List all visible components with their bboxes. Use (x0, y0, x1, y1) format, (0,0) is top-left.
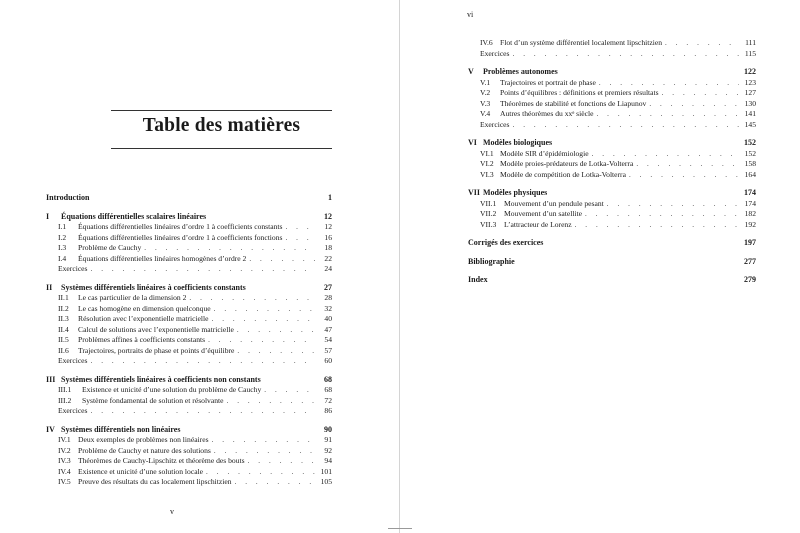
toc-entry[interactable] (468, 49, 756, 60)
toc-chapter-entry[interactable] (468, 238, 756, 249)
toc-dot-leader (144, 243, 315, 254)
toc-entry-number: IV.4 (58, 466, 71, 476)
toc-page-number: 192 (744, 219, 756, 229)
toc-entry-title: Preuve des résultats du cas localement lipschitzien (78, 477, 232, 486)
toc-dot-leader (212, 435, 315, 446)
page-folio-right: vi (467, 10, 474, 19)
toc-entry[interactable] (468, 120, 756, 131)
toc-dot-leader (596, 109, 739, 120)
toc-entry-title: Théorèmes de Cauchy-Lipschitz et théorème des bouts (78, 456, 245, 465)
toc-entry-number: V.4 (480, 109, 491, 118)
toc-page-number: 12 (324, 211, 332, 221)
toc-dot-leader (592, 149, 739, 160)
toc-entry-title: Modèle proies-prédateurs de Lotka-Volterra (500, 159, 634, 168)
toc-entry-number: VII.1 (480, 198, 497, 208)
toc-page-number: 197 (744, 238, 756, 247)
toc-entry-number: VI (468, 138, 477, 147)
toc-entry-number: II.4 (58, 324, 69, 334)
toc-spacer (46, 204, 332, 212)
toc-entry-title: Modèles biologiques (483, 138, 553, 147)
toc-entry-number: I (46, 211, 50, 221)
toc-entry[interactable] (46, 335, 332, 346)
toc-page-number: 68 (324, 385, 332, 394)
toc-entry-number: V.3 (480, 98, 491, 108)
toc-dot-leader (206, 467, 315, 478)
toc-dot-leader (665, 38, 739, 49)
toc-dot-leader (235, 477, 315, 488)
toc-entry-title: Existence et unicité d’une solution du problème de Cauchy (82, 385, 262, 394)
toc-entry[interactable] (46, 456, 332, 467)
toc-entry-number: VII (468, 188, 481, 197)
toc-entry-title: Mouvement d’un pendule pesant (504, 198, 604, 208)
left-page (0, 0, 399, 533)
toc-chapter-entry[interactable] (46, 375, 332, 386)
toc-chapter-entry[interactable] (46, 212, 332, 223)
toc-entry-number: IV.5 (58, 477, 71, 486)
toc-dot-leader (214, 304, 315, 315)
toc-spacer (46, 367, 332, 375)
toc-spacer (468, 267, 756, 275)
toc-entry-title: Points d’équilibres : définitions et premiers résultats (500, 88, 659, 97)
toc-entry-title: Le cas homogène en dimension quelconque (78, 303, 211, 313)
toc-entry[interactable] (468, 220, 756, 231)
toc-dot-leader (513, 49, 739, 60)
toc-entry[interactable] (468, 209, 756, 220)
toc-entry[interactable] (46, 314, 332, 325)
toc-entry-title: Équations différentielles linéaires d’ordre 1 à coefficients fonctions (78, 232, 283, 242)
toc-page-number: 60 (324, 356, 332, 365)
toc-entry-number: IV.3 (58, 456, 71, 465)
toc-spacer (468, 230, 756, 238)
toc-page-number: 32 (324, 303, 332, 313)
toc-entry-number: I.1 (58, 222, 67, 231)
toc-page-number: 90 (324, 424, 332, 434)
toc-entry[interactable] (468, 109, 756, 120)
toc-entry-number: V (468, 67, 474, 76)
toc-dot-leader (585, 209, 739, 220)
toc-entry[interactable] (46, 325, 332, 336)
toc-page-number: 28 (324, 293, 332, 302)
toc-entry-number: II.5 (58, 335, 69, 344)
toc-spacer (468, 130, 756, 138)
toc-chapter-entry[interactable] (468, 257, 756, 268)
toc-entry-title: Systèmes différentiels linéaires à coefficients non constants (61, 374, 261, 384)
toc-entry[interactable] (468, 199, 756, 210)
toc-page-number: 277 (744, 256, 756, 266)
toc-entry[interactable] (46, 477, 332, 488)
toc-entry-number: VII.3 (480, 219, 497, 229)
toc-page-number: 68 (324, 374, 332, 384)
toc-page-number: 111 (745, 38, 756, 47)
toc-list-left (46, 193, 332, 488)
toc-entry-title: Autres théorèmes du xxᵉ siècle (500, 109, 594, 118)
toc-entry-number: I.4 (58, 253, 67, 263)
page-title: Table des matières (142, 115, 301, 136)
toc-entry[interactable] (46, 243, 332, 254)
toc-entry-title: Exercices (58, 356, 88, 365)
toc-entry-number: II (46, 282, 53, 292)
toc-dot-leader (662, 88, 739, 99)
toc-page-number: 22 (324, 253, 332, 263)
toc-page-number: 54 (324, 335, 332, 344)
toc-entry[interactable] (46, 406, 332, 417)
toc-entry-title: Systèmes différentiels linéaires à coefficients constants (61, 282, 246, 292)
toc-entry-title: Calcul de solutions avec l’exponentielle matricielle (78, 324, 234, 334)
toc-dot-leader (629, 170, 739, 181)
toc-entry-title: Problème de Cauchy et nature des solutions (78, 445, 211, 455)
toc-entry[interactable] (46, 222, 332, 233)
toc-page-number: 174 (744, 198, 756, 208)
toc-entry-title: Problèmes affines à coefficients constants (78, 335, 206, 344)
toc-entry[interactable] (46, 254, 332, 265)
toc-page-number: 174 (744, 188, 756, 197)
toc-page-number: 115 (744, 48, 756, 58)
toc-page-number: 279 (744, 275, 756, 284)
toc-entry-number: VI.2 (480, 159, 494, 168)
toc-page-number: 86 (324, 406, 332, 415)
toc-page-number: 27 (324, 282, 332, 292)
toc-dot-leader (214, 446, 315, 457)
toc-entry-title: Équations différentielles scalaires linéaires (61, 211, 207, 221)
toc-entry[interactable] (46, 304, 332, 315)
toc-dot-leader (249, 254, 315, 265)
toc-entry-number: I.3 (58, 243, 67, 252)
toc-entry-title: Équations différentielles linéaires d’ordre 1 à coefficients constants (78, 222, 283, 231)
toc-chapter-entry[interactable] (468, 275, 756, 286)
toc-entry-number: II.1 (58, 293, 69, 302)
toc-entry-title: Résolution avec l’exponentielle matricielle (78, 314, 209, 323)
toc-entry-title: Corrigés des exercices (468, 238, 544, 247)
toc-entry-title: Problèmes autonomes (483, 67, 558, 76)
toc-chapter-entry[interactable] (468, 188, 756, 199)
toc-dot-leader (575, 220, 739, 231)
toc-spacer (468, 180, 756, 188)
toc-entry-title: Exercices (58, 406, 88, 415)
toc-entry-title: Problème de Cauchy (78, 243, 142, 252)
toc-entry-number: VII.2 (480, 209, 497, 218)
toc-page-number: 105 (320, 477, 332, 486)
toc-page-number: 1 (328, 193, 332, 202)
toc-entry[interactable] (468, 170, 756, 181)
toc-page-number: 152 (744, 138, 756, 147)
toc-page-number: 40 (324, 314, 332, 323)
title-rule-bottom (111, 148, 332, 149)
toc-spacer (468, 249, 756, 257)
toc-entry-title: Théorèmes de stabilité et fonctions de Liapunov (500, 98, 647, 108)
toc-entry-title: Systèmes différentiels non linéaires (61, 424, 181, 434)
toc-entry-title: Bibliographie (468, 256, 515, 266)
toc-dot-leader (513, 120, 739, 131)
toc-entry[interactable] (46, 396, 332, 407)
toc-entry[interactable] (468, 159, 756, 170)
toc-entry-number: IV.6 (480, 38, 493, 47)
toc-entry-title: Système fondamental de solution et résolvante (82, 395, 224, 405)
toc-page-number: 92 (324, 445, 332, 455)
toc-entry[interactable] (46, 446, 332, 457)
toc-spacer (468, 59, 756, 67)
toc-entry[interactable] (468, 88, 756, 99)
toc-entry-title: Exercices (480, 119, 510, 129)
toc-dot-leader (264, 385, 315, 396)
toc-entry-number: I.2 (58, 232, 67, 242)
toc-page-number: 101 (320, 466, 332, 476)
toc-entry-number: V.2 (480, 88, 491, 97)
toc-entry[interactable] (46, 435, 332, 446)
toc-page-number: 123 (744, 77, 756, 87)
toc-entry-number: II.2 (58, 303, 69, 313)
toc-chapter-entry[interactable] (468, 138, 756, 149)
toc-dot-leader (91, 406, 315, 417)
toc-entry[interactable] (46, 233, 332, 244)
toc-chapter-entry[interactable] (46, 283, 332, 294)
toc-spacer (46, 417, 332, 425)
toc-entry-number: II.3 (58, 314, 69, 323)
toc-entry-title: Deux exemples de problèmes non linéaires (78, 435, 209, 444)
toc-page-number: 57 (324, 345, 332, 355)
page-folio-left: v (170, 507, 174, 516)
toc-entry-number: III.2 (58, 395, 72, 405)
toc-dot-leader (237, 325, 315, 336)
toc-dot-leader (91, 356, 315, 367)
toc-entry-number: IV.2 (58, 445, 71, 455)
toc-chapter-entry[interactable] (46, 425, 332, 436)
toc-spacer (46, 275, 332, 283)
toc-dot-leader (599, 78, 739, 89)
toc-entry[interactable] (46, 346, 332, 357)
toc-entry-title: L’attracteur de Lorenz (504, 219, 572, 229)
toc-page-number: 122 (744, 67, 756, 76)
toc-page-number: 91 (324, 435, 332, 444)
toc-dot-leader (285, 233, 315, 244)
toc-entry-number: IV.1 (58, 435, 71, 444)
toc-entry[interactable] (46, 293, 332, 304)
title-rule-top (111, 110, 332, 111)
toc-entry[interactable] (468, 38, 756, 49)
toc-entry-number: IV (46, 424, 55, 434)
toc-page-number: 164 (744, 169, 756, 179)
toc-list-right (468, 38, 756, 286)
toc-dot-leader (189, 293, 315, 304)
toc-dot-leader (208, 335, 315, 346)
toc-entry-number: II.6 (58, 345, 69, 355)
toc-entry[interactable] (468, 99, 756, 110)
toc-page-number: 130 (744, 98, 756, 108)
toc-entry-number: VI.1 (480, 148, 494, 158)
toc-entry-title: Exercices (58, 264, 88, 273)
toc-entry[interactable] (46, 356, 332, 367)
toc-chapter-entry[interactable] (468, 67, 756, 78)
toc-entry-title: Équations différentielles linéaires homogènes d’ordre 2 (78, 253, 247, 263)
toc-chapter-entry[interactable] (46, 193, 332, 204)
toc-dot-leader (91, 264, 315, 275)
toc-page-number: 47 (324, 324, 332, 334)
toc-entry[interactable] (46, 467, 332, 478)
toc-dot-leader (212, 314, 315, 325)
toc-entry-number: VI.3 (480, 169, 494, 179)
toc-entry-title: Modèles physiques (483, 188, 548, 197)
toc-entry-number: III (46, 374, 56, 384)
toc-page-number: 72 (324, 395, 332, 405)
toc-page-number: 127 (744, 88, 756, 97)
toc-entry-number: III.1 (58, 385, 72, 394)
toc-page-number: 152 (744, 148, 756, 158)
toc-entry-title: Introduction (46, 193, 90, 202)
toc-dot-leader (285, 222, 315, 233)
toc-entry-title: Modèle SIR d’épidémiologie (500, 148, 589, 158)
toc-dot-leader (649, 99, 739, 110)
toc-entry-title: Le cas particulier de la dimension 2 (78, 293, 187, 302)
toc-entry-title: Trajectoires, portraits de phase et points d’équilibre (78, 345, 235, 355)
toc-page-number: 12 (324, 222, 332, 231)
toc-dot-leader (248, 456, 315, 467)
toc-page-number: 24 (324, 264, 332, 273)
toc-entry[interactable] (46, 385, 332, 396)
toc-entry-title: Index (468, 275, 488, 284)
toc-entry-title: Trajectoires et portrait de phase (500, 77, 596, 87)
toc-entry-title: Existence et unicité d’une solution locale (78, 466, 204, 476)
toc-page-number: 182 (744, 209, 756, 218)
toc-entry-number: V.1 (480, 77, 491, 87)
toc-entry-title: Exercices (480, 48, 510, 58)
toc-page-number: 145 (744, 119, 756, 129)
toc-entry[interactable] (46, 264, 332, 275)
toc-page-number: 18 (324, 243, 332, 252)
toc-dot-leader (607, 199, 739, 210)
toc-entry-title: Modèle de compétition de Lotka-Volterra (500, 169, 626, 179)
toc-dot-leader (227, 396, 315, 407)
toc-page-number: 141 (744, 109, 756, 118)
toc-page-number: 158 (744, 159, 756, 168)
toc-entry-title: Flot d’un système différentiel localement lipschitzien (500, 38, 663, 47)
toc-page-number: 94 (324, 456, 332, 465)
toc-entry[interactable] (468, 149, 756, 160)
toc-dot-leader (636, 159, 739, 170)
toc-dot-leader (237, 346, 315, 357)
toc-entry[interactable] (468, 78, 756, 89)
right-page (400, 0, 799, 533)
toc-entry-title: Mouvement d’un satellite (504, 209, 583, 218)
toc-page-number: 16 (324, 232, 332, 242)
